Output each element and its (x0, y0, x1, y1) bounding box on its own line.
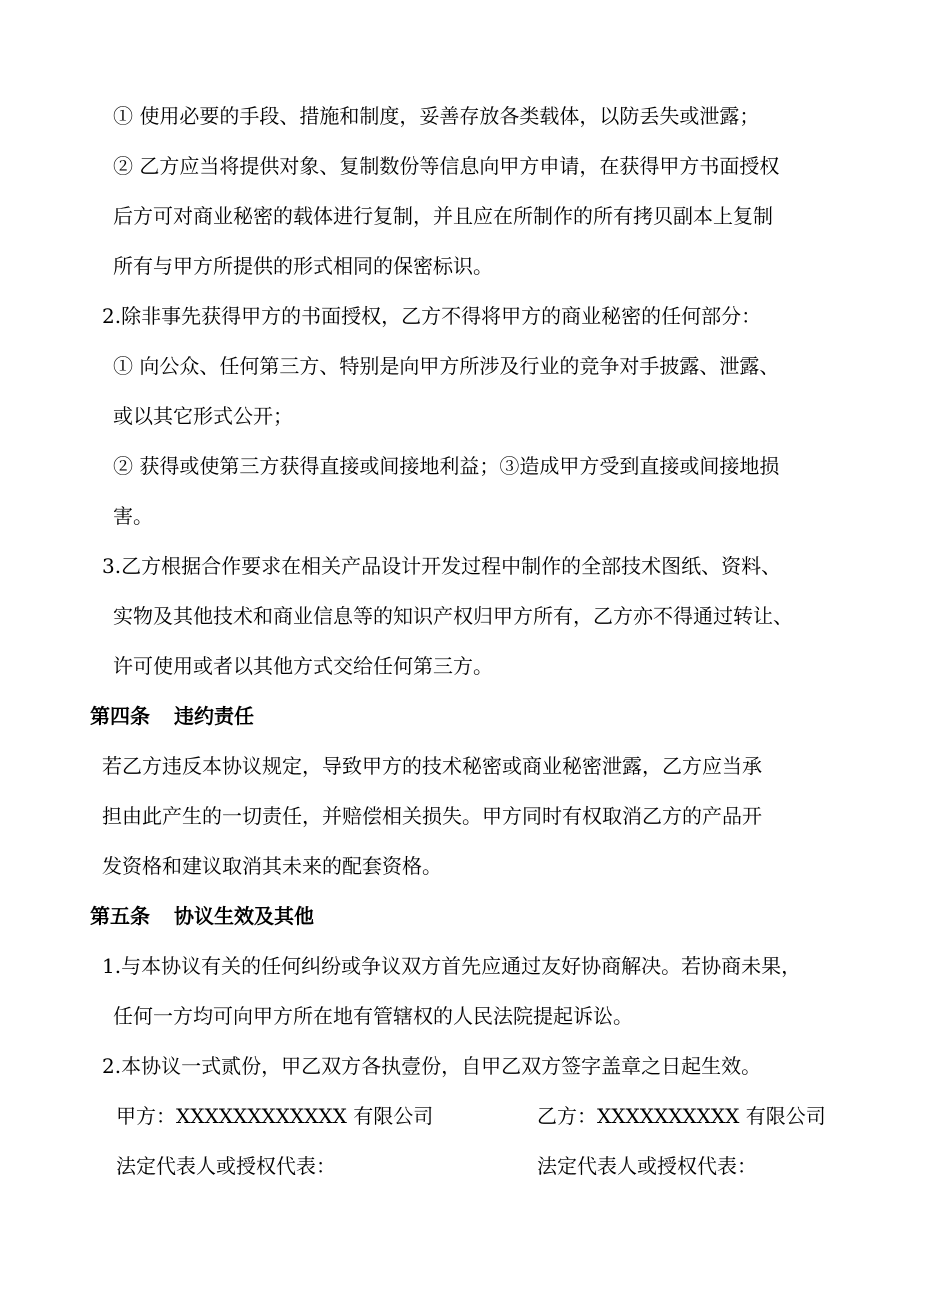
article-4-line: 若乙方违反本协议规定，导致甲方的技术秘密或商业秘密泄露，乙方应当承 (102, 754, 762, 778)
party-a-name: 甲方：XXXXXXXXXXXX 有限公司 (116, 1104, 434, 1128)
clause-line: ① 使用必要的手段、措施和制度，妥善存放各类载体，以防丢失或泄露； (113, 104, 760, 128)
article-5-title: 协议生效及其他 (174, 904, 314, 928)
article-4-heading (90, 703, 254, 729)
party-b-name: 乙方：XXXXXXXXXX 有限公司 (537, 1104, 826, 1128)
article-4-line: 担由此产生的一切责任，并赔偿相关损失。甲方同时有权取消乙方的产品开 (102, 804, 762, 828)
article-4-line: 发资格和建议取消其未来的配套资格。 (102, 854, 442, 878)
clause-line: 2.除非事先获得甲方的书面授权，乙方不得将甲方的商业秘密的任何部分： (102, 304, 762, 328)
clause-line: 或以其它形式公开； (113, 404, 293, 428)
article-5-number: 第五条 (90, 904, 150, 928)
article-4-title: 违约责任 (174, 704, 254, 728)
clause-line: 害。 (113, 504, 153, 528)
clause-line: 实物及其他技术和商业信息等的知识产权归甲方所有，乙方亦不得通过转让、 (113, 604, 793, 628)
article-5-line: 2.本协议一式贰份，甲乙双方各执壹份，自甲乙双方签字盖章之日起生效。 (102, 1054, 762, 1078)
clause-line: 许可使用或者以其他方式交给任何第三方。 (113, 654, 493, 678)
article-4-number: 第四条 (90, 704, 150, 728)
clause-line: 所有与甲方所提供的形式相同的保密标识。 (113, 254, 493, 278)
article-5-heading (90, 903, 314, 929)
party-b-representative: 法定代表人或授权代表： (537, 1154, 757, 1178)
clause-line: ② 乙方应当将提供对象、复制数份等信息向甲方申请，在获得甲方书面授权 (113, 154, 780, 178)
clause-line: ① 向公众、任何第三方、特别是向甲方所涉及行业的竞争对手披露、泄露、 (113, 354, 780, 378)
clause-line: 后方可对商业秘密的载体进行复制，并且应在所制作的所有拷贝副本上复制 (113, 204, 773, 228)
article-5-line: 任何一方均可向甲方所在地有管辖权的人民法院提起诉讼。 (113, 1004, 633, 1028)
clause-line: 3.乙方根据合作要求在相关产品设计开发过程中制作的全部技术图纸、资料、 (102, 554, 782, 578)
clause-line: ② 获得或使第三方获得直接或间接地利益；③造成甲方受到直接或间接地损 (113, 454, 780, 478)
article-5-line: 1.与本协议有关的任何纠纷或争议双方首先应通过友好协商解决。若协商未果， (102, 954, 802, 978)
party-a-representative: 法定代表人或授权代表： (116, 1154, 336, 1178)
